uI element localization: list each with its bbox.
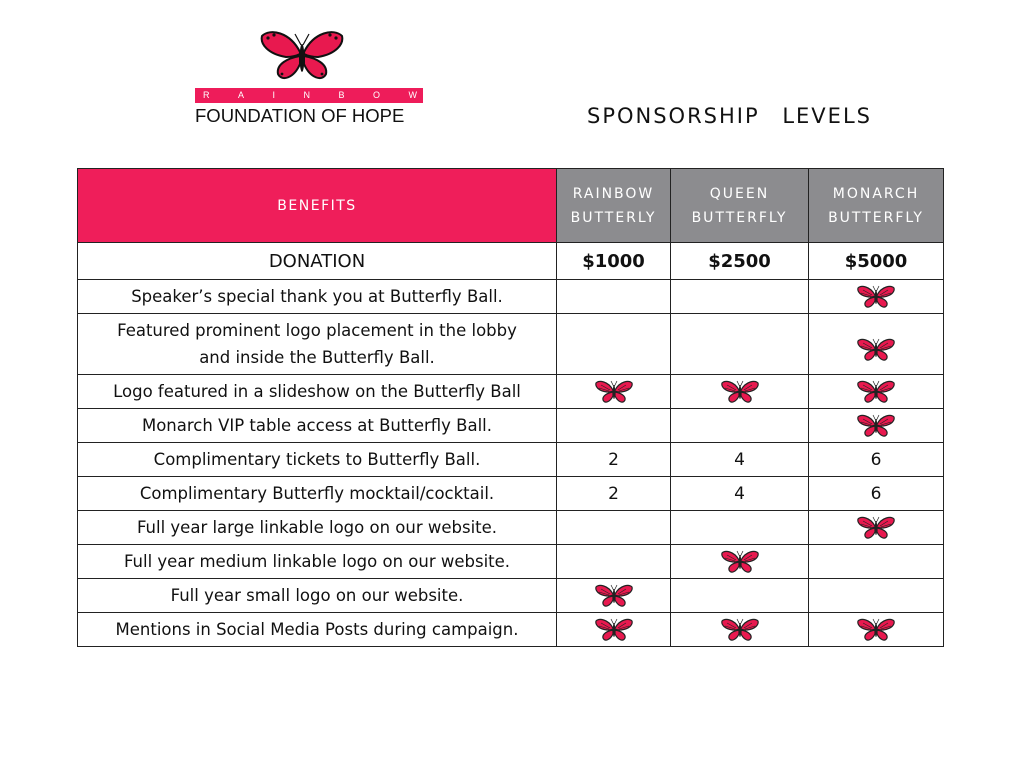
empty-cell [557,511,671,545]
butterfly-icon [857,516,895,540]
donation-row [78,243,944,280]
table-row [78,477,944,511]
benefit-label [78,579,557,613]
donation-price: $2500 [671,243,809,280]
included-cell [809,280,944,314]
included-cell [557,375,671,409]
empty-cell [671,280,809,314]
benefit-label [78,613,557,647]
donation-label: DONATION [78,243,557,280]
benefit-text: Full year large linkable logo on our website. [136,518,498,537]
rainbow-strip [195,88,423,103]
strip-letter: O [372,90,380,100]
table-row [78,409,944,443]
included-cell [809,375,944,409]
strip-letter: I [272,90,275,100]
logo [195,30,425,130]
empty-cell [671,409,809,443]
benefits-header: BENEFITS [78,169,557,243]
benefit-label [78,280,557,314]
donation-price: $5000 [809,243,944,280]
butterfly-icon [857,338,895,362]
butterfly-icon [857,618,895,642]
benefit-text: Full year small logo on our website. [170,586,464,605]
benefit-label [78,443,557,477]
included-cell [671,545,809,579]
butterfly-icon [721,380,759,404]
table-row [78,443,944,477]
benefit-text: Mentions in Social Media Posts during campaign. [115,620,519,639]
benefit-label [78,545,557,579]
benefit-label [78,511,557,545]
table-header-row [78,169,944,243]
butterfly-icon [595,584,633,608]
strip-letter: N [303,90,310,100]
table-row [78,579,944,613]
butterfly-icon [857,285,895,309]
butterfly-icon [857,380,895,404]
empty-cell [809,545,944,579]
count-cell: 4 [671,477,809,511]
sponsorship-table [77,168,944,647]
count-cell: 2 [557,443,671,477]
empty-cell [671,511,809,545]
table-row [78,511,944,545]
level-name: MONARCH [832,185,920,202]
level-name: BUTTERFLY [828,209,924,226]
count-cell: 2 [557,477,671,511]
benefit-text: Full year medium linkable logo on our website. [123,552,511,571]
included-cell [557,579,671,613]
donation-price: $1000 [557,243,671,280]
count-cell: 4 [671,443,809,477]
empty-cell [671,579,809,613]
included-cell [809,511,944,545]
table-row [78,280,944,314]
butterfly-icon [721,618,759,642]
butterfly-icon [595,618,633,642]
empty-cell [671,314,809,375]
page-title: SPONSORSHIP LEVELS [587,104,872,128]
count-cell: 6 [809,443,944,477]
included-cell [809,314,944,375]
benefit-text: Logo featured in a slideshow on the Butterfly Ball [113,382,521,401]
table-row [78,545,944,579]
benefit-text: Complimentary Butterfly mocktail/cocktail. [139,484,495,503]
included-cell [557,613,671,647]
level-name: BUTTERLY [570,209,657,226]
benefit-label [78,409,557,443]
count-cell: 6 [809,477,944,511]
benefit-text: Complimentary tickets to Butterfly Ball. [153,450,481,469]
strip-letter: B [338,90,345,100]
strip-letter: R [203,90,210,100]
table-row [78,314,944,375]
level-header-monarch [809,169,944,243]
level-header-rainbow [557,169,671,243]
level-name: RAINBOW [572,185,655,202]
included-cell [809,613,944,647]
level-name: BUTTERFLY [691,209,788,226]
empty-cell [809,579,944,613]
empty-cell [557,545,671,579]
benefit-text: Speaker’s special thank you at Butterfly Ball. [131,287,503,306]
empty-cell [557,314,671,375]
butterfly-logo-icon [260,30,344,82]
butterfly-icon [595,380,633,404]
level-header-queen [671,169,809,243]
strip-letter: W [408,90,417,100]
included-cell [809,409,944,443]
benefit-text: Monarch VIP table access at Butterfly Ball. [141,416,493,435]
butterfly-icon [721,550,759,574]
table-row [78,613,944,647]
included-cell [671,375,809,409]
table-row [78,375,944,409]
benefit-label [78,314,557,375]
benefit-text: Featured prominent logo placement in the lobby [117,321,517,340]
butterfly-icon [857,414,895,438]
strip-letter: A [237,90,244,100]
level-name: QUEEN [709,185,770,202]
benefit-label [78,477,557,511]
benefit-label [78,375,557,409]
org-name: FOUNDATION OF HOPE [195,105,405,126]
benefit-text: and inside the Butterfly Ball. [199,348,435,367]
empty-cell [557,280,671,314]
included-cell [671,613,809,647]
empty-cell [557,409,671,443]
